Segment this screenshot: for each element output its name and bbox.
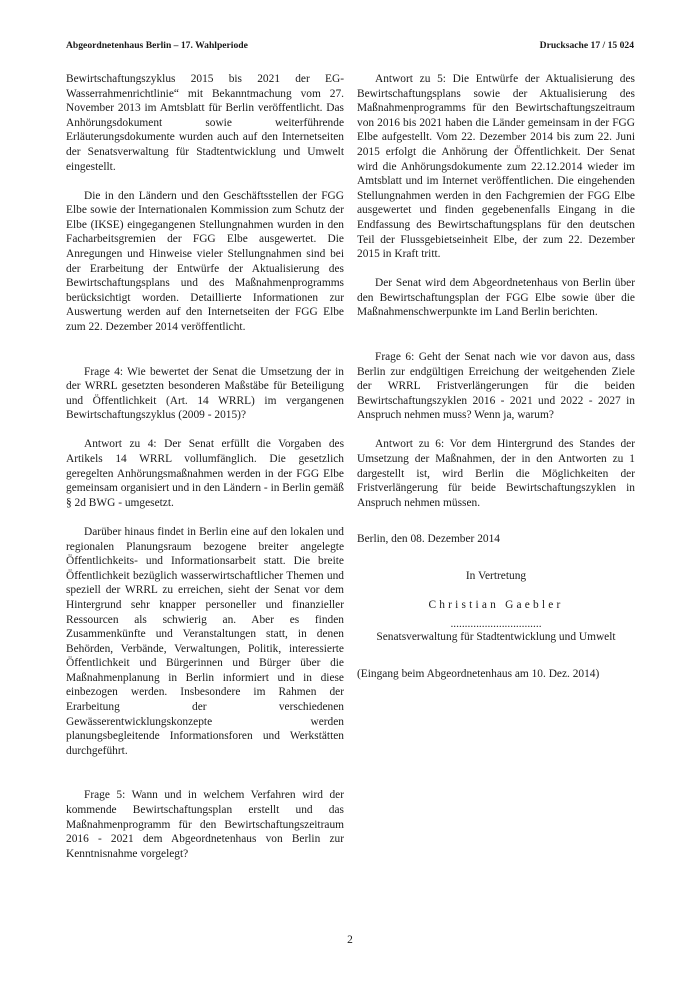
page-header xyxy=(66,40,634,51)
header-right: Drucksache 17 / 15 024 xyxy=(539,40,634,51)
answer-4-continued: Darüber hinaus findet in Berlin eine auf den lokalen und regionalen Planungsraum bezogene breiter angelegte Öffentlichkeits- und Informationsarbeit statt. Die breite Öffentlichkeit bezüglich wasserwirtschaftlicher Themen und speziell der WRRL zu erreichen, sieht der Senat vor dem Hintergrund sehr knapper personeller und finanzieller Ressourcen als schwierig an. Aber es finden Zusammenkünfte und Veranstaltungen statt, in denen Behörden, Verbände, Verwaltungen, Politik, interessierte Öffentlichkeit und Bürgerinnen und Bürger über die Maßnahmenplanung in Berlin informiert und in diese einbezogen werden. Insbesondere im Rahmen der Erarbeitung der verschiedenen Gewässerentwicklungskonzepte werden planungsbegleitende Informationsforen und Werkstätten durchgeführt. xyxy=(66,525,344,757)
question-6: Frage 6: Geht der Senat nach wie vor davon aus, dass Berlin zur endgültigen Erreichung der weitgehenden Ziele der WRRL Fristverlängerungen für die beiden Bewirtschaftungszyklen 2016 - 2021 und 2022 - 2027 in Anspruch nehmen muss? Wenn ja, warum? xyxy=(357,351,635,422)
answer-6: Antwort zu 6: Vor dem Hintergrund des Standes der Umsetzung der Maßnahmen, der in den Antworten zu 1 dargestellt ist, wird Berlin die Möglichkeiten der Fristverlängerung für beide Bewirtschaftungszyklen in Anspruch nehmen müssen. xyxy=(357,438,635,509)
header-left: Abgeordnetenhaus Berlin – 17. Wahlperiode xyxy=(66,40,248,51)
right-column xyxy=(357,72,635,696)
question-5: Frage 5: Wann und in welchem Verfahren wird der kommende Bewirtschaftungsplan erstellt und das Maßnahmenprogramm für den Bewirtschaftungszeitraum 2016 - 2021 dem Abgeordnetenhaus von Berlin zur Kenntnisnahme vorgelegt? xyxy=(66,789,344,860)
department: Senatsverwaltung für Stadtentwicklung und Umwelt xyxy=(376,631,616,644)
answer-4: Antwort zu 4: Der Senat erfüllt die Vorgaben des Artikels 14 WRRL vollumfänglich. Die gesetzlich geregelten Anhörungsmaßnahmen werden in der FGG Elbe gemeinsam organisiert und in den Ländern - in Berlin gemäß § 2d BWG - umgesetzt. xyxy=(66,438,344,509)
signatory-name: Christian Gaebler xyxy=(428,598,564,611)
paragraph-stellungnahmen: Die in den Ländern und den Geschäftsstellen der FGG Elbe sowie der Internationalen Kommission zum Schutz der Elbe (IKSE) eingegangenen Stellungnahmen wurden in den Facharbeitsgremien der FGG Elbe ausgewertet. Die Anregungen und Hinweise vieler Stellungnahmen sind bei der Erarbeitung der Entwürfe der Aktualisierung des Bewirtschaftungsplans und des Maßnahmenprogramms berücksichtigt worden. Detaillierte Informationen zur Auswertung werden auf den Internetseiten der FGG Elbe zum 22. Dezember 2014 veröffentlicht. xyxy=(66,189,344,333)
paragraph-continuation: Bewirtschaftungszyklus 2015 bis 2021 der EG-Wasserrahmenrichtlinie“ mit Bekanntmachung vom 27. November 2013 im Amtsblatt für Berlin veröffentlicht. Das Anhörungsdokument sowie weiterführende Erläuterungsdokumente wurden auch auf den Internetseiten der Senatsverwaltung für Stadtentwicklung und Umwelt eingestellt. xyxy=(66,73,344,173)
place-date: Berlin, den 08. Dezember 2014 xyxy=(357,533,500,546)
answer-5: Antwort zu 5: Die Entwürfe der Aktualisierung des Bewirtschaftungsplans sowie der Aktualisierung des Maßnahmenprogramms für den Bewirtschaftungszeitraum von 2016 bis 2021 haben die Länder gemeinsam in der FGG Elbe aufgestellt. Vom 22. Dezember 2014 bis zum 22. Juni 2015 erfolgt die Anhörung der Öffentlichkeit. Der Senat wird die Anhörungsdokumente zum 22.12.2014 wieder im Amtsblatt und im Internet veröffentlichen. Die eingehenden Stellungnahmen werden in den Fachgremien der FGG Elbe ausgewertet und finden gegebenenfalls Eingang in die Endfassung des Bewirtschaftungsplans für den deutschen Teil der Flussgebietseinheit Elbe, der zum 22. Dezember 2015 in Kraft tritt. xyxy=(357,73,635,261)
answer-5-continued: Der Senat wird dem Abgeordnetenhaus von Berlin über den Bewirtschaftungsplan der FGG Elbe sowie über die Maßnahmenschwerpunkte im Land Berlin berichten. xyxy=(357,277,635,319)
left-column xyxy=(66,72,344,876)
received-note: (Eingang beim Abgeordnetenhaus am 10. Dez. 2014) xyxy=(357,667,600,680)
signature-line: ................................ xyxy=(450,618,542,631)
question-4: Frage 4: Wie bewertet der Senat die Umsetzung der in der WRRL gesetzten besonderen Maßstäbe für Beteiligung und Öffentlichkeit (Art. 14 WRRL) im vergangenen Bewirtschaftungszyklus (2009 - 2015)? xyxy=(66,365,344,422)
in-vertretung: In Vertretung xyxy=(465,570,527,583)
page-number: 2 xyxy=(347,934,353,946)
signature-block xyxy=(357,569,635,645)
